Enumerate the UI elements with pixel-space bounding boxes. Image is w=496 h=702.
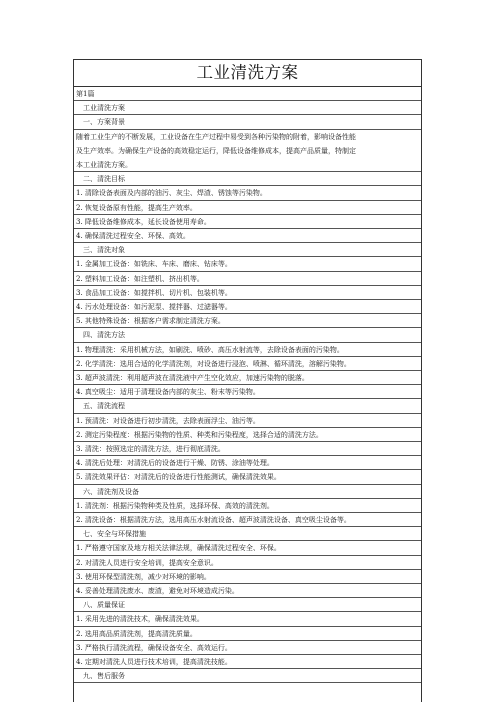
document-line: 4. 清洗后处理：对清洗后的设备进行干燥、防锈、涂油等处理。: [74, 456, 421, 470]
document-line: 九、售后服务: [74, 669, 421, 683]
document-line: 2. 清洗设备：根据清洗方法，选用高压水射流设备、超声波清洗设备、真空吸尘设备等。: [74, 513, 421, 527]
document-line: 4. 真空吸尘：适用于清理设备内部的灰尘、粉末等污染物。: [74, 385, 421, 399]
document-line: 四、清洗方法: [74, 328, 421, 342]
document-line: 4. 妥善处理清洗废水、废渣，避免对环境造成污染。: [74, 584, 421, 598]
document-line: 3. 清洗：按照选定的清洗方法，进行彻底清洗。: [74, 442, 421, 456]
document-line: 六、清洗剂及设备: [74, 485, 421, 499]
document-line: 1. 预清洗：对设备进行初步清洗，去除表面浮尘、油污等。: [74, 414, 421, 428]
document-line: 二、清洗目标: [74, 172, 421, 186]
document-line: 1. 金属加工设备：如铣床、车床、磨床、钻床等。: [74, 257, 421, 271]
document-line: 3. 降低设备维修成本，延长设备使用寿命。: [74, 215, 421, 229]
document-title: 工业清洗方案: [74, 60, 421, 87]
document-line: 3. 使用环保型清洗剂，减少对环境的影响。: [74, 570, 421, 584]
document-line: 2. 测定污染程度：根据污染物的性质、种类和污染程度，选择合适的清洗方法。: [74, 428, 421, 442]
document-line: 2. 恢复设备原有性能，提高生产效率。: [74, 201, 421, 215]
document-line: 第1篇: [74, 87, 421, 101]
document-line: 1. 物理清洗：采用机械方法，如刷洗、喷砂、高压水射流等，去除设备表面的污染物。: [74, 343, 421, 357]
document-table: [73, 59, 422, 702]
document-line: 七、安全与环保措施: [74, 527, 421, 541]
document-line: 及生产效率。为确保生产设备的高效稳定运行，降低设备维修成本，提高产品质量，特制定: [76, 146, 356, 155]
document-line: 工业清洗方案: [74, 101, 421, 115]
document-line: 1. 采用先进的清洗技术，确保清洗效果。: [74, 612, 421, 626]
document-line: 5. 清洗效果评估：对清洗后的设备进行性能测试，确保清洗效果。: [74, 470, 421, 484]
document-line: 1. 清除设备表面及内部的油污、灰尘、焊渣、锈蚀等污染物。: [74, 186, 421, 200]
document-line: 2. 选用高品质清洗剂，提高清洗质量。: [74, 627, 421, 641]
document-line: 1. 清洗剂：根据污染物种类及性质，选择环保、高效的清洗剂。: [74, 499, 421, 513]
document-line: 五、清洗流程: [74, 399, 421, 413]
document-line: 三、清洗对象: [74, 243, 421, 257]
document-line: 3. 食品加工设备：如搅拌机、切片机、包装机等。: [74, 286, 421, 300]
document-line: 4. 定期对清洗人员进行技术培训，提高清洗技能。: [74, 655, 421, 669]
document-line: 一、方案背景: [74, 115, 421, 129]
document-line: 4. 确保清洗过程安全、环保、高效。: [74, 229, 421, 243]
document-line: 4. 污水处理设备：如污泥泵、搅拌器、过滤器等。: [74, 300, 421, 314]
document-line: 八、质量保证: [74, 598, 421, 612]
document-line: 3. 超声波清洗：利用超声波在清洗液中产生空化效应，加速污染物的脱落。: [74, 371, 421, 385]
document-line: 随着工业生产的不断发展，工业设备在生产过程中易受到各种污染物的附着，影响设备性能: [76, 132, 356, 141]
document-line: 3. 严格执行清洗流程，确保设备安全、高效运行。: [74, 641, 421, 655]
document-line: 5. 其他特殊设备：根据客户需求制定清洗方案。: [74, 314, 421, 328]
document-line: 本工业清洗方案。: [74, 158, 421, 172]
document-line: 2. 化学清洗：选用合适的化学清洗剂，对设备进行浸泡、喷淋、循环清洗，溶解污染物。: [74, 357, 421, 371]
document-line: 1. 严格遵守国家及地方相关法律法规，确保清洗过程安全、环保。: [74, 541, 421, 555]
document-line: 2. 塑料加工设备：如注塑机、挤出机等。: [74, 272, 421, 286]
document-line: 2. 对清洗人员进行安全培训，提高安全意识。: [74, 556, 421, 570]
